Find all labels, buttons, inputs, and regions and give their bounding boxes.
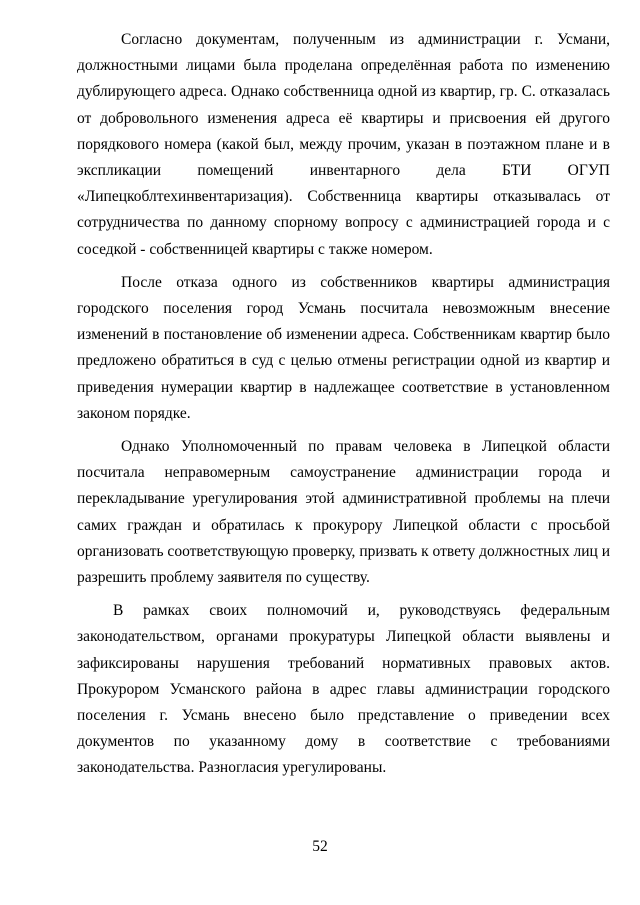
page-body [77, 27, 610, 782]
paragraph-3: Однако Уполномоченный по правам человека в Липецкой области посчитала неправомерным самоустранение администрации города и перекладывание урегулирования этой административной проблемы на плечи самих граждан и обратилась к прокурору Липецкой области с просьбой организовать соответствующую проверку, призвать к ответу должностных лиц и разрешить проблему заявителя по существу. [77, 438, 610, 587]
page-number: 52 [312, 838, 328, 855]
paragraph-1: Согласно документам, полученным из администрации г. Усмани, должностными лицами была проделана определённая работа по изменению дублирующего адреса. Однако собственница одной из квартир, гр. С. отказалась от добровольного изменения адреса её квартиры и присвоения ей другого порядкового номера (какой был, между прочим, указан в поэтажном плане и в экспликации помещений инвентарного дела БТИ ОГУП «Липецкоблтехинвентаризация). Собственница квартиры отказывалась от сотрудничества по данному спорному вопросу с администрацией города и с соседкой - собственницей квартиры с также номером. [77, 31, 610, 258]
paragraph-4: В рамках своих полномочий и, руководствуясь федеральным законодательством, органами прокуратуры Липецкой области выявлены и зафиксированы нарушения требований нормативных правовых актов. Прокурором Усманского района в адрес главы администрации городского поселения г. Усмань внесено было представление о приведении всех документов по указанному дому в соответствие с требованиями законодательства. Разногласия урегулированы. [77, 602, 610, 777]
paragraph-2: После отказа одного из собственников квартиры администрация городского поселения город Усмань посчитала невозможным внесение изменений в постановление об изменении адреса. Собственникам квартир было предложено обратиться в суд с целью отмены регистрации одной из квартир и приведения нумерации квартир в надлежащее соответствие в установленном законом порядке. [77, 273, 610, 422]
